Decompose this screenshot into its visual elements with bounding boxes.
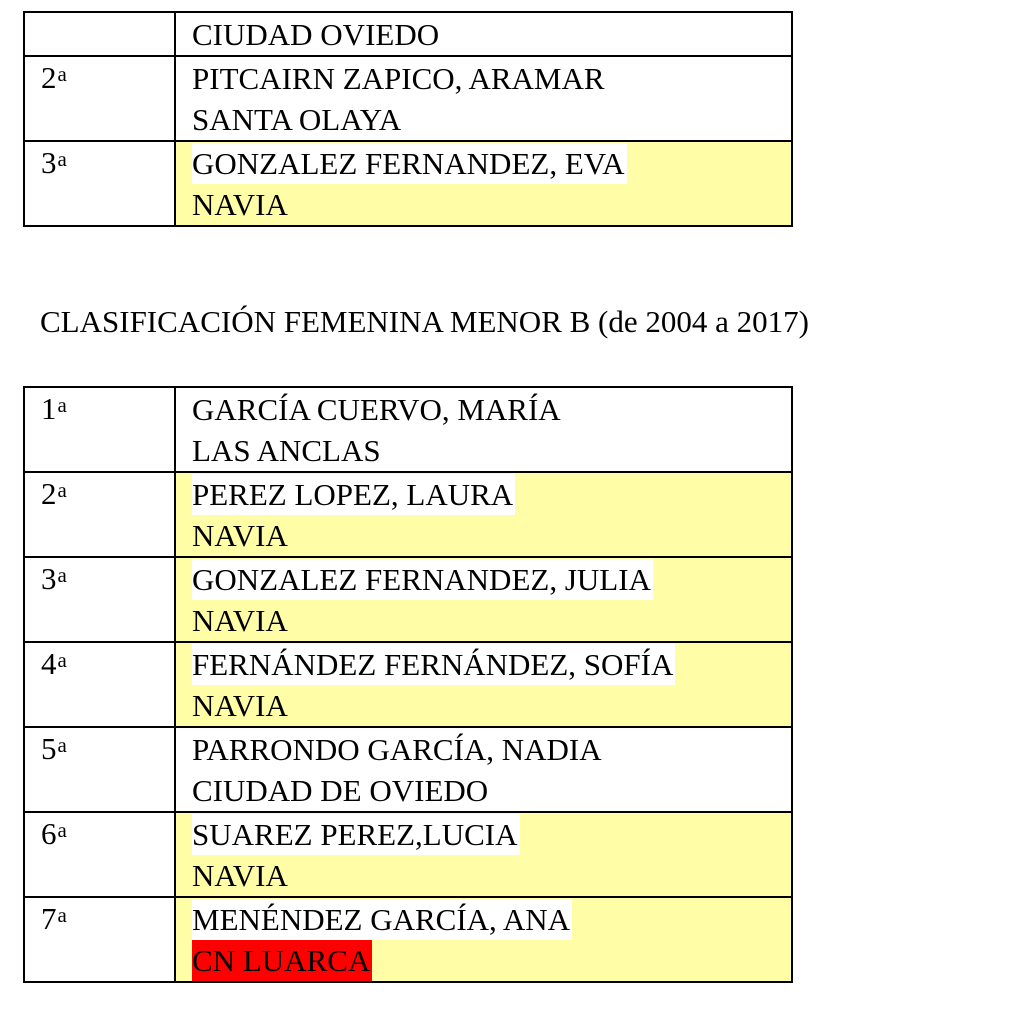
club-name: NAVIA bbox=[192, 688, 288, 723]
club-name: CN LUARCA bbox=[192, 940, 791, 981]
club-name: CIUDAD OVIEDO bbox=[192, 17, 440, 52]
swimmer-name: FERNÁNDEZ FERNÁNDEZ, SOFÍA bbox=[192, 644, 791, 685]
club-name: NAVIA bbox=[192, 603, 288, 638]
table-row bbox=[24, 642, 792, 727]
entry-cell bbox=[175, 56, 792, 141]
table-row bbox=[24, 472, 792, 557]
club-name: LAS ANCLAS bbox=[192, 433, 381, 468]
swimmer-name: MENÉNDEZ GARCÍA, ANA bbox=[192, 899, 791, 940]
entry-cell bbox=[175, 12, 792, 56]
club-name: NAVIA bbox=[192, 518, 288, 553]
previous-category-table bbox=[23, 11, 793, 227]
entry-cell bbox=[175, 812, 792, 897]
table-row bbox=[24, 812, 792, 897]
club-name: NAVIA bbox=[192, 187, 288, 222]
place-cell: 3$^a$ bbox=[24, 557, 175, 642]
entry-cell bbox=[175, 642, 792, 727]
entry-cell bbox=[175, 897, 792, 982]
place-cell bbox=[24, 12, 175, 56]
place-cell: 2$^a$ bbox=[24, 472, 175, 557]
table-row bbox=[24, 727, 792, 812]
swimmer-name: PITCAIRN ZAPICO, ARAMAR bbox=[192, 61, 605, 96]
swimmer-name: GONZALEZ FERNANDEZ, EVA bbox=[192, 143, 791, 184]
entry-cell bbox=[175, 727, 792, 812]
place-cell: 5$^a$ bbox=[24, 727, 175, 812]
classification-table bbox=[23, 386, 793, 983]
place-cell: 3$^a$ bbox=[24, 141, 175, 226]
table-row bbox=[24, 557, 792, 642]
place-cell: 2$^a$ bbox=[24, 56, 175, 141]
table-row bbox=[24, 141, 792, 226]
swimmer-name: PARRONDO GARCÍA, NADIA bbox=[192, 732, 602, 767]
entry-cell bbox=[175, 472, 792, 557]
table-row bbox=[24, 12, 792, 56]
entry-cell bbox=[175, 557, 792, 642]
section-title: CLASIFICACIÓN FEMENINA MENOR B (de 2004 a 2017) bbox=[40, 304, 809, 339]
entry-cell bbox=[175, 141, 792, 226]
swimmer-name: GARCÍA CUERVO, MARÍA bbox=[192, 392, 561, 427]
table-row bbox=[24, 897, 792, 982]
table-row bbox=[24, 387, 792, 472]
club-name: CIUDAD DE OVIEDO bbox=[192, 773, 489, 808]
club-name: SANTA OLAYA bbox=[192, 102, 402, 137]
place-cell: 7$^a$ bbox=[24, 897, 175, 982]
entry-cell bbox=[175, 387, 792, 472]
place-cell: 6$^a$ bbox=[24, 812, 175, 897]
swimmer-name: GONZALEZ FERNANDEZ, JULIA bbox=[192, 559, 791, 600]
table-row bbox=[24, 56, 792, 141]
place-cell: 4$^a$ bbox=[24, 642, 175, 727]
place-cell: 1$^a$ bbox=[24, 387, 175, 472]
swimmer-name: SUAREZ PEREZ,LUCIA bbox=[192, 814, 791, 855]
swimmer-name: PEREZ LOPEZ, LAURA bbox=[192, 474, 791, 515]
club-name: NAVIA bbox=[192, 858, 288, 893]
